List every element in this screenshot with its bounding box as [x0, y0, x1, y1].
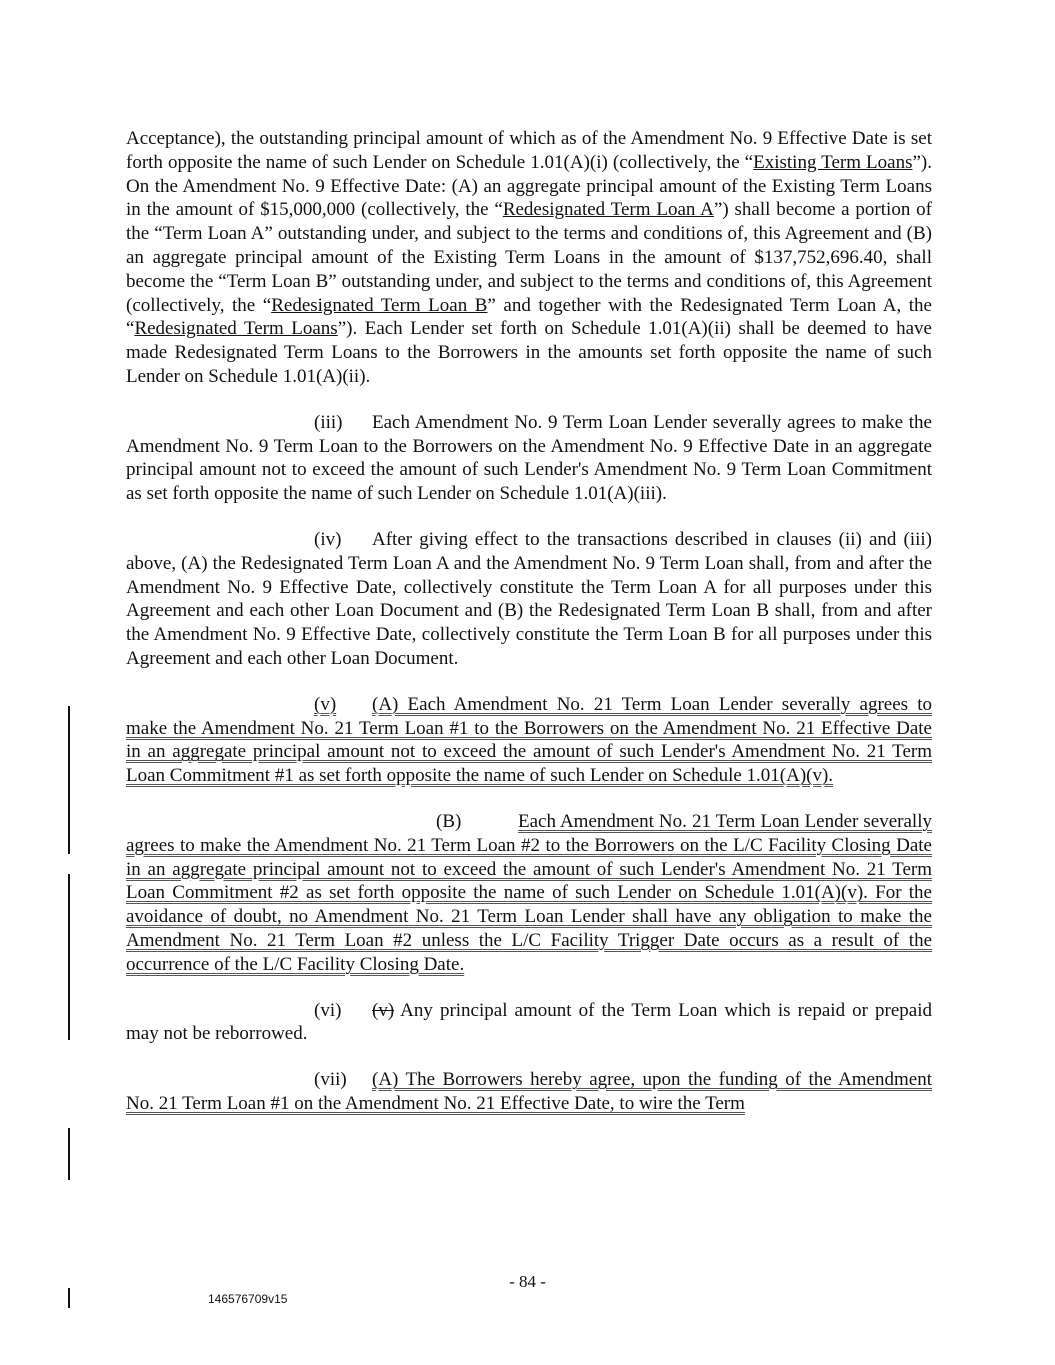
change-bar — [68, 1128, 70, 1180]
paragraph-vi: (vi) (v) Any principal amount of the Term Loan which is repaid or prepaid may not be reborrowed. — [126, 999, 932, 1045]
paragraph-v-inserted: (v) (A) Each Amendment No. 21 Term Loan Lender severally agrees to make the Amendment No. 21 Term Loan #1 to the Borrowers on the Amendment No. 21 Effective Date in an aggregate principal amount not to exceed the amount of such Lender's Amendment No. 21 Term Loan Commitment #1 as set forth opposite the name of such Lender on Schedule 1.01(A)(v). — [126, 693, 932, 787]
defined-term: Redesignated Term Loan A — [502, 199, 714, 221]
defined-term: Existing Term Loans — [753, 151, 913, 173]
clause-number: (vii) — [314, 1069, 347, 1091]
clause-number: (B) — [436, 810, 462, 832]
paragraph-v-b-inserted: (B) Each Amendment No. 21 Term Loan Lender severally agrees to make the Amendment No. 21 Term Loan #2 to the Borrowers on the L/C Facility Closing Date in an aggregate principal amount not to exceed the amount of such Lender's Amendment No. 21 Term Loan Commitment #2 as set forth opposite the name of such Lender on Schedule 1.01(A)(v). For the avoidance of doubt, no Amendment No. 21 Term Loan Lender shall have any obligation to make the Amendment No. 21 Term Loan #2 unless the L/C Facility Trigger Date occurs as a result of the occurrence of the L/C Facility Closing Date. — [126, 810, 932, 975]
paragraph-existing-term-loans: Acceptance), the outstanding principal amount of which as of the Amendment No. 9 Effective Date is set forth opposite the name of such Lender on Schedule 1.01(A)(i) (collectively, the “Existing Term Loans”). On the Amendment No. 9 Effective Date: (A) an aggregate principal amount of the Existing Term Loans in the amount of $15,000,000 (collectively, the “Redesignated Term Loan A”) shall become a portion of the “Term Loan A” outstanding under, and subject to the terms and conditions of, this Agreement and (B) an aggregate principal amount of the Existing Term Loans in the amount of $137,752,696.40, shall become the “Term Loan B” outstanding under, and subject to the terms and conditions of, this Agreement (collectively, the “Redesignated Term Loan B” and together with the Redesignated Term Loan A, the “Redesignated Term Loans”). Each Lender set forth on Schedule 1.01(A)(ii) shall be deemed to have made Redesignated Term Loans to the Borrowers in the amounts set forth opposite the name of such Lender on Schedule 1.01(A)(ii). — [126, 128, 932, 387]
change-bar — [68, 706, 70, 854]
document-id: 146576709v15 — [208, 1292, 288, 1306]
clause-number: (iii) — [314, 411, 343, 433]
deleted-text: (v) — [372, 999, 395, 1021]
paragraph-iv: (iv) After giving effect to the transactions described in clauses (ii) and (iii) above, (A) the Redesignated Term Loan A and the Amendment No. 9 Term Loan shall, from and after the Amendment No. 9 Effective Date, collectively constitute the Term Loan A for all purposes under this Agreement and each other Loan Document and (B) the Redesignated Term Loan B shall, from and after the Amendment No. 9 Effective Date, collectively constitute the Term Loan B for all purposes under this Agreement and each other Loan Document. — [126, 528, 932, 669]
defined-term: Redesignated Term Loan B — [271, 294, 488, 316]
paragraph-iii: (iii) Each Amendment No. 9 Term Loan Lender severally agrees to make the Amendment No. 9 Term Loan to the Borrowers on the Amendment No. 9 Effective Date in an aggregate principal amount not to exceed the amount of such Lender's Amendment No. 9 Term Loan Commitment as set forth opposite the name of such Lender on Schedule 1.01(A)(iii). — [126, 411, 932, 505]
clause-number: (v) — [314, 693, 337, 715]
page-number: - 84 - — [509, 1272, 546, 1291]
paragraph-vii-inserted: (vii) (A) The Borrowers hereby agree, upon the funding of the Amendment No. 21 Term Loan #1 on the Amendment No. 21 Effective Date, to wire the Term — [126, 1069, 932, 1114]
document-body — [126, 127, 932, 1116]
clause-number: (vi) — [314, 999, 342, 1021]
clause-number: (iv) — [314, 528, 342, 550]
change-bar — [68, 874, 70, 1040]
defined-term: Redesignated Term Loans — [134, 318, 338, 340]
